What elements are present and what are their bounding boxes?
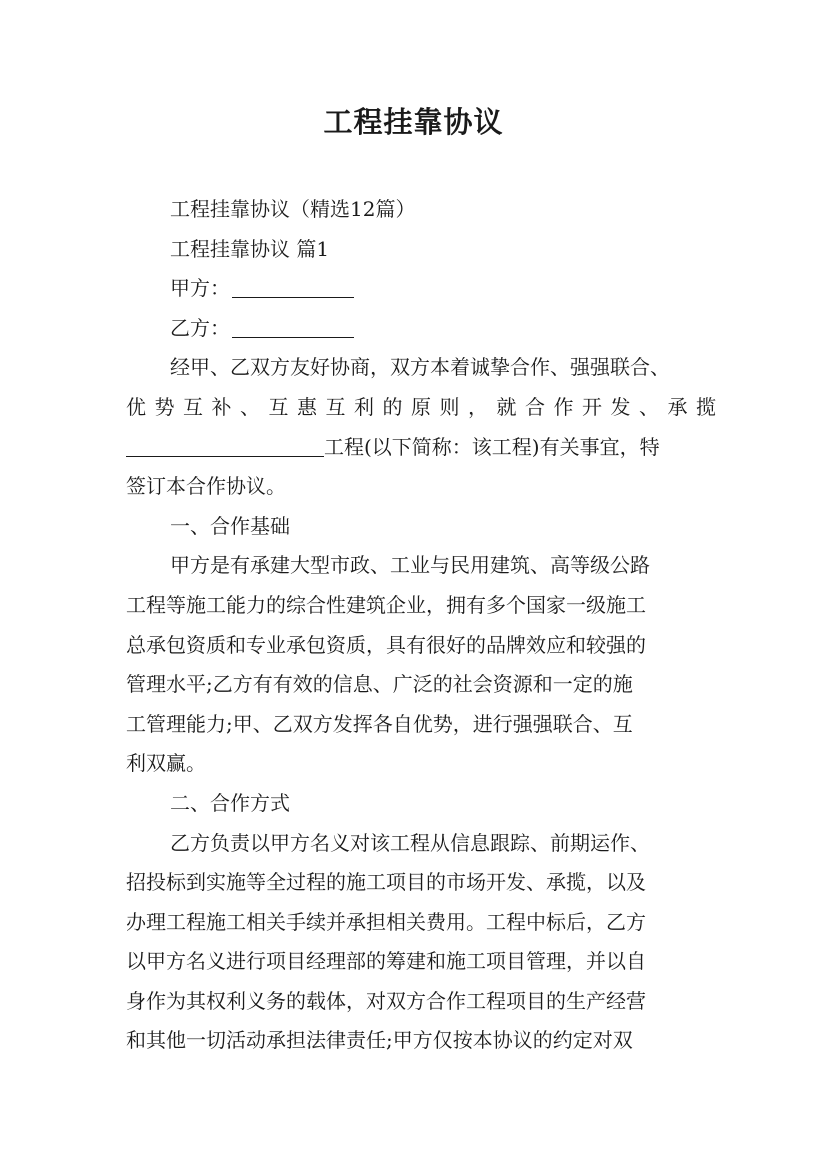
section-1-heading: 一、合作基础 xyxy=(170,513,290,538)
intro-line-2-char: 补 xyxy=(211,394,232,419)
intro-line-2-char: 互 xyxy=(183,394,203,419)
section-1-line: 工管理能力;甲、乙双方发挥各自优势，进行强强联合、互 xyxy=(126,711,633,736)
intro-line-2-char: 揽 xyxy=(696,394,716,419)
part-heading: 工程挂靠协议 篇1 xyxy=(170,236,330,261)
section-2-line: 乙方负责以甲方名义对该工程从信息跟踪、前期运作、 xyxy=(170,830,650,855)
intro-line-4: 签订本合作协议。 xyxy=(126,474,286,499)
section-1-line: 甲方是有承建大型市政、工业与民用建筑、高等级公路 xyxy=(170,553,650,578)
section-2-line: 办理工程施工相关手续并承担相关费用。工程中标后，乙方 xyxy=(126,909,646,934)
intro-line-2-char: 承 xyxy=(667,394,688,419)
project-name-blank xyxy=(126,434,324,457)
intro-line-2-char: 则 xyxy=(439,394,460,419)
intro-line-2-char: 作 xyxy=(553,394,574,419)
party-b-label: 乙方： xyxy=(170,315,230,340)
intro-line-2-char: 势 xyxy=(154,394,175,419)
document-title: 工程挂靠协议 xyxy=(323,105,504,139)
intro-line-2-char: 、 xyxy=(639,394,659,419)
intro-line-2-char: 合 xyxy=(525,394,545,419)
section-1-line: 总承包资质和专业承包资质，具有很好的品牌效应和较强的 xyxy=(126,632,646,657)
section-1-line: 工程等施工能力的综合性建筑企业，拥有多个国家一级施工 xyxy=(126,592,646,617)
intro-line-1: 经甲、乙双方友好协商，双方本着诚挚合作、强强联合、 xyxy=(170,355,670,380)
intro-line-2-char: 互 xyxy=(325,394,346,419)
intro-line-2 xyxy=(126,388,716,428)
intro-line-2-char: 互 xyxy=(268,394,289,419)
section-1-line: 管理水平;乙方有有效的信息、广泛的社会资源和一定的施 xyxy=(126,672,633,697)
intro-line-2-char: 、 xyxy=(240,394,260,419)
party-b-blank xyxy=(232,315,354,338)
section-2-heading: 二、合作方式 xyxy=(170,790,290,815)
document-body xyxy=(126,190,716,1061)
subtitle: 工程挂靠协议（精选12篇） xyxy=(170,197,416,221)
section-2-line: 以甲方名义进行项目经理部的筹建和施工项目管理，并以自 xyxy=(126,949,646,974)
intro-line-2-char: 发 xyxy=(610,394,631,419)
intro-line-3 xyxy=(126,428,716,468)
intro-line-2-char: 就 xyxy=(496,394,517,419)
intro-line-2-char: 原 xyxy=(411,394,431,419)
intro-line-2-char: 开 xyxy=(582,394,602,419)
section-1-line: 利双赢。 xyxy=(126,751,206,776)
party-a-label: 甲方： xyxy=(170,276,230,301)
party-b-line xyxy=(126,309,716,349)
section-2-line: 招投标到实施等全过程的施工项目的市场开发、承揽，以及 xyxy=(126,870,646,895)
intro-line-2-char: 优 xyxy=(126,394,146,419)
party-a-blank xyxy=(232,275,354,298)
intro-line-2-char: 惠 xyxy=(297,394,317,419)
section-2-line: 身作为其权利义务的载体，对双方合作工程项目的生产经营 xyxy=(126,988,646,1013)
intro-line-2-char: 利 xyxy=(354,394,374,419)
section-2-line: 和其他一切活动承担法律责任;甲方仅按本协议的约定对双 xyxy=(126,1028,633,1053)
party-a-line xyxy=(126,269,716,309)
intro-line-3-text: 工程(以下简称：该工程)有关事宜，特 xyxy=(324,434,660,459)
intro-line-2-char: ， xyxy=(468,394,488,419)
intro-line-2-char: 的 xyxy=(382,394,403,419)
